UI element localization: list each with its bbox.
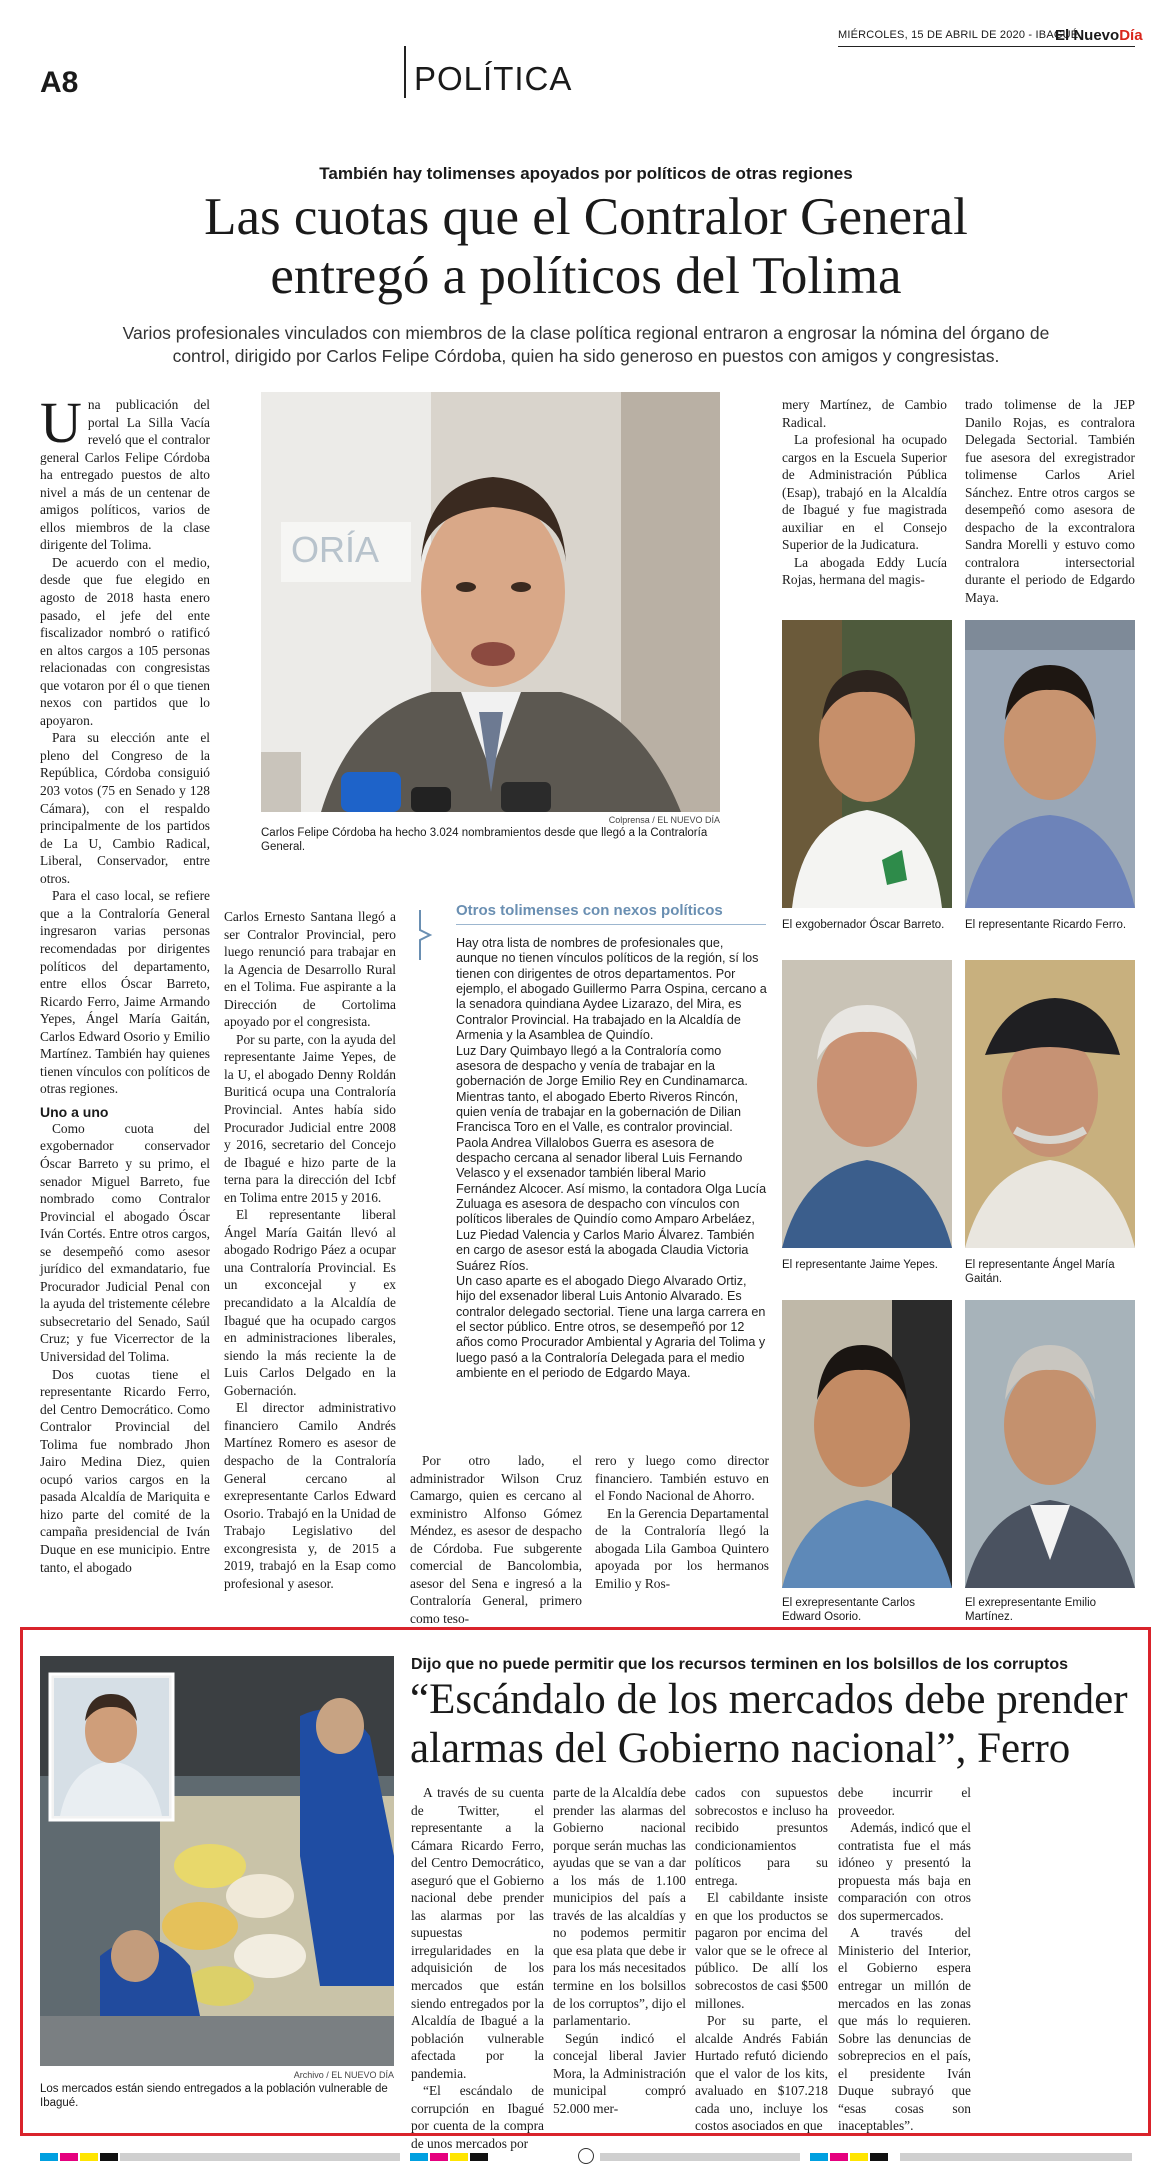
featured-column-1	[411, 1784, 544, 2152]
sidebar-rule	[456, 924, 766, 925]
featured-headline-line-1: “Escándalo de los mercados debe prender	[410, 1676, 1128, 1723]
portrait-jaime-yepes	[782, 960, 952, 1248]
paragraph: El cabildante insiste en que los productos se pagaron por encima del valor que se le ofrece al público. De allí los sobrecostos de casi $500 millones.	[695, 1890, 828, 2011]
registration-mark-icon	[578, 2148, 594, 2164]
sidebar-paragraph: Un caso aparte es el abogado Diego Alvarado Ortiz, hijo del exsenador liberal Luis Antonio Alvarado. Es contralor delegado sectorial. Tiene una larga carrera en el sector público. Entre otros, se desempeñó por 12 años como Procurador Ambiental y Agraria del Tolima y luego pasó a la Contraloría Delegada para el medio ambiente en el periodo de Edgardo Maya.	[456, 1273, 766, 1381]
paragraph: En la Gerencia Departamental de la Contraloría llegó la abogada Lila Gamboa Quintero apoyada por los hermanos Emilio y Ros-	[595, 1505, 769, 1591]
paragraph: rero y luego como director financiero. También estuvo en el Fondo Nacional de Ahorro.	[595, 1453, 769, 1504]
featured-column-4	[838, 1784, 971, 2135]
paragraph: Por otro lado, el administrador Wilson Cruz Camargo, quien es cercano al exministro Alfonso Gómez Méndez, es asesor de despacho de Córdoba. Fue subgerente comercial de Bancolombia, asesor del Sena e ingresó a la Contraloría General, primero como teso-	[410, 1453, 582, 1626]
page-number: A8	[40, 66, 79, 99]
paragraph: El director administrativo financiero Camilo Andrés Martínez Romero es asesor de despacho de la Contraloría General cercano al exrepresentante Carlos Edward Osorio. Trabajó en la Unidad de Trabajo Legislativo del excongresista y, de 2015 a 2019, trabajó en la Esap como profesional y asesor.	[224, 1400, 396, 1591]
portrait-emilio-martinez	[965, 1300, 1135, 1588]
sidebar-title: Otros tolimenses con nexos políticos	[456, 902, 723, 919]
featured-headline	[410, 1676, 1140, 1773]
article-column-4	[595, 1452, 769, 1592]
lead-paragraph	[40, 390, 210, 554]
portrait-ricardo-ferro	[965, 620, 1135, 908]
newspaper-logo	[1055, 27, 1143, 44]
brand-part-1: El Nuevo	[1055, 27, 1120, 44]
paragraph: Según indicó el concejal liberal Javier Mora, la Administración municipal compró 52.000 mer-	[553, 2030, 686, 2116]
paragraph: trado tolimense de la JEP Danilo Rojas, es contralora Delegada Sectorial. También fue asesora del exregistrador tolimense Carlos Ariel Sánchez. Entre otros cargos se desempeñó como asesora de despacho de la excontralora Sandra Morelli y estuvo como contralora intersectorial durante el periodo de Edgardo Maya.	[965, 397, 1135, 606]
paragraph: Carlos Ernesto Santana llegó a ser Contralor Provincial, pero luego renunció para trabajar en la Agencia de Desarrollo Rural en el Tolima. Fue aspirante a la Dirección de Cortolima apoyado por el congresista.	[224, 909, 396, 1030]
paragraph: De acuerdo con el medio, desde que fue elegido en agosto de 2018 hasta enero pasado, el jefe del ente fiscalizador nombró o ratificó en altos cargos a 105 personas relacionadas con congresistas que votaron por él o que tienen nexos con partidos que lo apoyaron.	[40, 554, 210, 728]
paragraph: Para su elección ante el pleno del Congreso de la República, Córdoba consiguió 203 votos (75 en Senado y 128 Cámara), con el respaldo principalmente de los partidos de La U, Cambio Radical, Liberal, Conservador, entre otros.	[40, 730, 210, 886]
header-rule	[838, 46, 1135, 47]
headline-line-1: Las cuotas que el Contralor General	[204, 188, 968, 246]
paragraph: La abogada Eddy Lucía Rojas, hermana del magis-	[782, 554, 947, 588]
paragraph: mery Martínez, de Cambio Radical.	[782, 397, 947, 430]
featured-kicker: Dijo que no puede permitir que los recursos terminen en los bolsillos de los corruptos	[411, 1656, 1069, 1673]
featured-headline-line-2: alarmas del Gobierno nacional”, Ferro	[410, 1724, 1071, 1772]
article-column-1	[40, 390, 210, 1576]
paragraph: cados con supuestos sobrecostos e incluso ha recibido presuntos condicionamientos políticos para su entrega.	[695, 1785, 828, 1888]
paragraph: “El escándalo de corrupción en Ibagué por cuenta de la compra de unos mercados por	[411, 2083, 544, 2151]
drop-cap: U	[40, 390, 82, 455]
article-kicker: También hay tolimenses apoyados por políticos de otras regiones	[319, 164, 853, 183]
paragraph: A través del Ministerio del Interior, el Gobierno espera entregar un millón de mercados en las zonas que más lo requieren. Sobre las denuncias de sobreprecios en el país, el presidente Iván Duque subrayó que “esas cosas son inaceptables”.	[838, 1925, 971, 2134]
article-column-2	[224, 908, 396, 1592]
paragraph: A través de su cuenta de Twitter, el representante a la Cámara Ricardo Ferro, del Centro Democrático, aseguró que el Gobierno nacional debe prender las alarmas por las supuestas irregularidades en la adquisición de los mercados que están siendo entregados por la Alcaldía de Ibagué a la población vulnerable afectada por la pandemia.	[411, 1785, 544, 2081]
portrait-angel-maria-gaitan	[965, 960, 1135, 1248]
portrait-carlos-edward-osorio	[782, 1300, 952, 1588]
portrait-caption: El exrepresentante Carlos Edward Osorio.	[782, 1597, 915, 1624]
paragraph: El representante liberal Ángel María Gaitán llevó al abogado Rodrigo Páez a ocupar una Contraloría Provincial. Es un exconcejal y ex precandidato a la Alcaldía de Ibagué que ha ocupado cargos en administraciones liberales, siendo la más reciente la de Luis Carlos Delgado en la Gobernación.	[224, 1207, 396, 1398]
paragraph: Como cuota del exgobernador conservador Óscar Barreto y su primo, el senador Miguel Barreto, fue nombrado como Contralor Provincial el abogado Óscar Iván Cortés. Entre otros cargos, se desempeñó como asesor jurídico del exmandatario, fue Procurador Judicial Penal con la ayuda del tristemente célebre subsecretario del Senado, Saúl Cruz; y fue Vicerrector de la Universidad del Tolima.	[40, 1120, 210, 1364]
section-name: POLÍTICA	[414, 60, 573, 97]
sidebar-body	[456, 936, 768, 1381]
paragraph: parte de la Alcaldía debe prender las alarmas del Gobierno nacional porque serán muchas las ayudas que se van a dar a los más de 1.100 municipios del país a través de las alcaldías y no podemos permitir que esa plata que debe ir para los más necesitados termine en los bolsillos de los corruptos”, dijo el parlamentario.	[553, 1785, 686, 2029]
article-deck: Varios profesionales vinculados con miembros de la clase política regional entraron a engrosar la nómina del órgano de control, dirigido por Carlos Felipe Córdoba, quien ha sido generoso en puestos con amigos y congresistas.	[122, 323, 1050, 367]
paragraph: Dos cuotas tiene el representante Ricardo Ferro, del Centro Democrático. Como Contralor Provincial del Tolima fue nombrado Jhon Jairo Medina Diez, quien ocupó varios cargos en la pasada Alcaldía de Mariquita e hizo parte del comité de la campaña presidencial de Iván Duque en ese municipio. Entre tanto, el abogado	[40, 1366, 210, 1575]
svg-text:ORÍA: ORÍA	[291, 529, 380, 570]
brand-part-2: Día	[1119, 27, 1143, 44]
paragraph: Para el caso local, se refiere que a la Contraloría General ingresaron varias personas recomendadas por dirigentes políticos del departamento, entre ellos Óscar Barreto, Ricardo Ferro, Jaime Armando Yepes, Ángel María Gaitán, Carlos Edward Osorio y Emilio Martínez. También hay quienes tienen vínculos con políticos de otras regiones.	[40, 888, 210, 1097]
paragraph: debe incurrir el proveedor.	[838, 1785, 971, 1818]
featured-column-2	[553, 1784, 686, 2117]
market-distribution-photo	[40, 1656, 394, 2066]
sidebar-paragraph: Luz Dary Quimbayo llegó a la Contraloría como asesora de despacho y venía de trabajar en la gobernación de Jorge Emilio Rey en Cundinamarca. Mientras tanto, el abogado Eberto Riveros Rincón, quien venía de trabajar en la gobernación de Dilian Francisca Toro en el Valle, es contralor provincial.	[456, 1043, 748, 1135]
sidebar-paragraph: Paola Andrea Villalobos Guerra es asesora de despacho cercana al senador liberal Luis Fernando Velasco y el exsenador también liberal Mario Fernández Alcocer. Así mismo, la contadora Olga Lucía Zuluaga es asesora de despacho con vínculos con políticos liberales de Quindío como Amparo Arbeláez, Luz Piedad Valencia y Carlos Mario Álvarez. También en cargo de asesor está la abogada Claudia Victoria Suárez Ríos.	[456, 1135, 767, 1273]
portrait-oscar-barreto	[782, 620, 952, 908]
photo-credit: Colprensa / EL NUEVO DÍA	[608, 815, 720, 825]
section-divider	[404, 46, 406, 98]
paragraph: La profesional ha ocupado cargos en la Escuela Superior de Administración Pública (Esap), trabajó en la Alcaldía de Ibagué y fue magistrada auxiliar en el Consejo Superior de la Judicatura.	[782, 432, 947, 553]
portrait-caption: El exrepresentante Emilio Martínez.	[965, 1597, 1097, 1624]
lead-text: na publicación del portal La Silla Vacía reveló que el contralor general Carlos Felipe Córdoba ha entregado puestos de alto nivel a más de un centenar de amigos políticos, varios de ellos miembros de la clase dirigente del Tolima.	[40, 397, 210, 553]
featured-column-3	[695, 1784, 828, 2135]
paragraph: Por su parte, el alcalde Andrés Fabián Hurtado refutó diciendo que el valor de los kits, avaluado en $107.218 cada uno, incluye los costos asociados en que	[695, 2013, 828, 2134]
main-photo-contralor	[261, 392, 720, 812]
photo-caption: Los mercados están siendo entregados a la población vulnerable de Ibagué.	[40, 2083, 388, 2110]
headline-line-2: entregó a políticos del Tolima	[270, 247, 902, 306]
portrait-caption: El representante Ricardo Ferro.	[965, 919, 1127, 931]
paragraph: Por su parte, con la ayuda del representante Jaime Yepes, de la U, el abogado Denny Roldán Buriticá ocupa una Contraloría Provincial. Antes había sido Procurador Judicial entre 2008 y 2016, secretario del Concejo de Ibagué e hizo parte de la terna para la dirección del Icbf en Tolima entre 2015 y 2016.	[224, 1031, 396, 1205]
article-column-3	[410, 1452, 582, 1627]
dateline: MIÉRCOLES, 15 DE ABRIL DE 2020 - IBAGUÉ	[838, 29, 1079, 41]
portrait-caption: El representante Jaime Yepes.	[782, 1259, 938, 1271]
portrait-caption: El representante Ángel María Gaitán.	[965, 1259, 1115, 1286]
sidebar-paragraph: Hay otra lista de nombres de profesionales que, aunque no tienen vínculos políticos de la región, sí los tienen con dirigentes de otros departamentos. Por ejemplo, el abogado Guillermo Parra Ospina, cercano a la senadora quindiana Aydee Lizarazo, del Mira, es Contralor Provincial. Ha trabajado en la Alcaldía de Armenia y la Asamblea de Quindío.	[456, 936, 767, 1043]
sidebar-bracket-icon	[416, 910, 440, 960]
article-headline	[60, 188, 1112, 307]
article-column-6	[965, 396, 1135, 607]
portrait-caption: El exgobernador Óscar Barreto.	[782, 919, 945, 931]
photo-caption: Carlos Felipe Córdoba ha hecho 3.024 nombramientos desde que llegó a la Contraloría General.	[261, 827, 708, 854]
article-column-5	[782, 396, 947, 589]
paragraph: Además, indicó que el contratista fue el más idóneo y presentó la propuesta más baja en comparación con otros dos supermercados.	[838, 1820, 971, 1923]
subhead: Uno a uno	[40, 1103, 109, 1120]
photo-credit: Archivo / EL NUEVO DÍA	[293, 2070, 394, 2080]
